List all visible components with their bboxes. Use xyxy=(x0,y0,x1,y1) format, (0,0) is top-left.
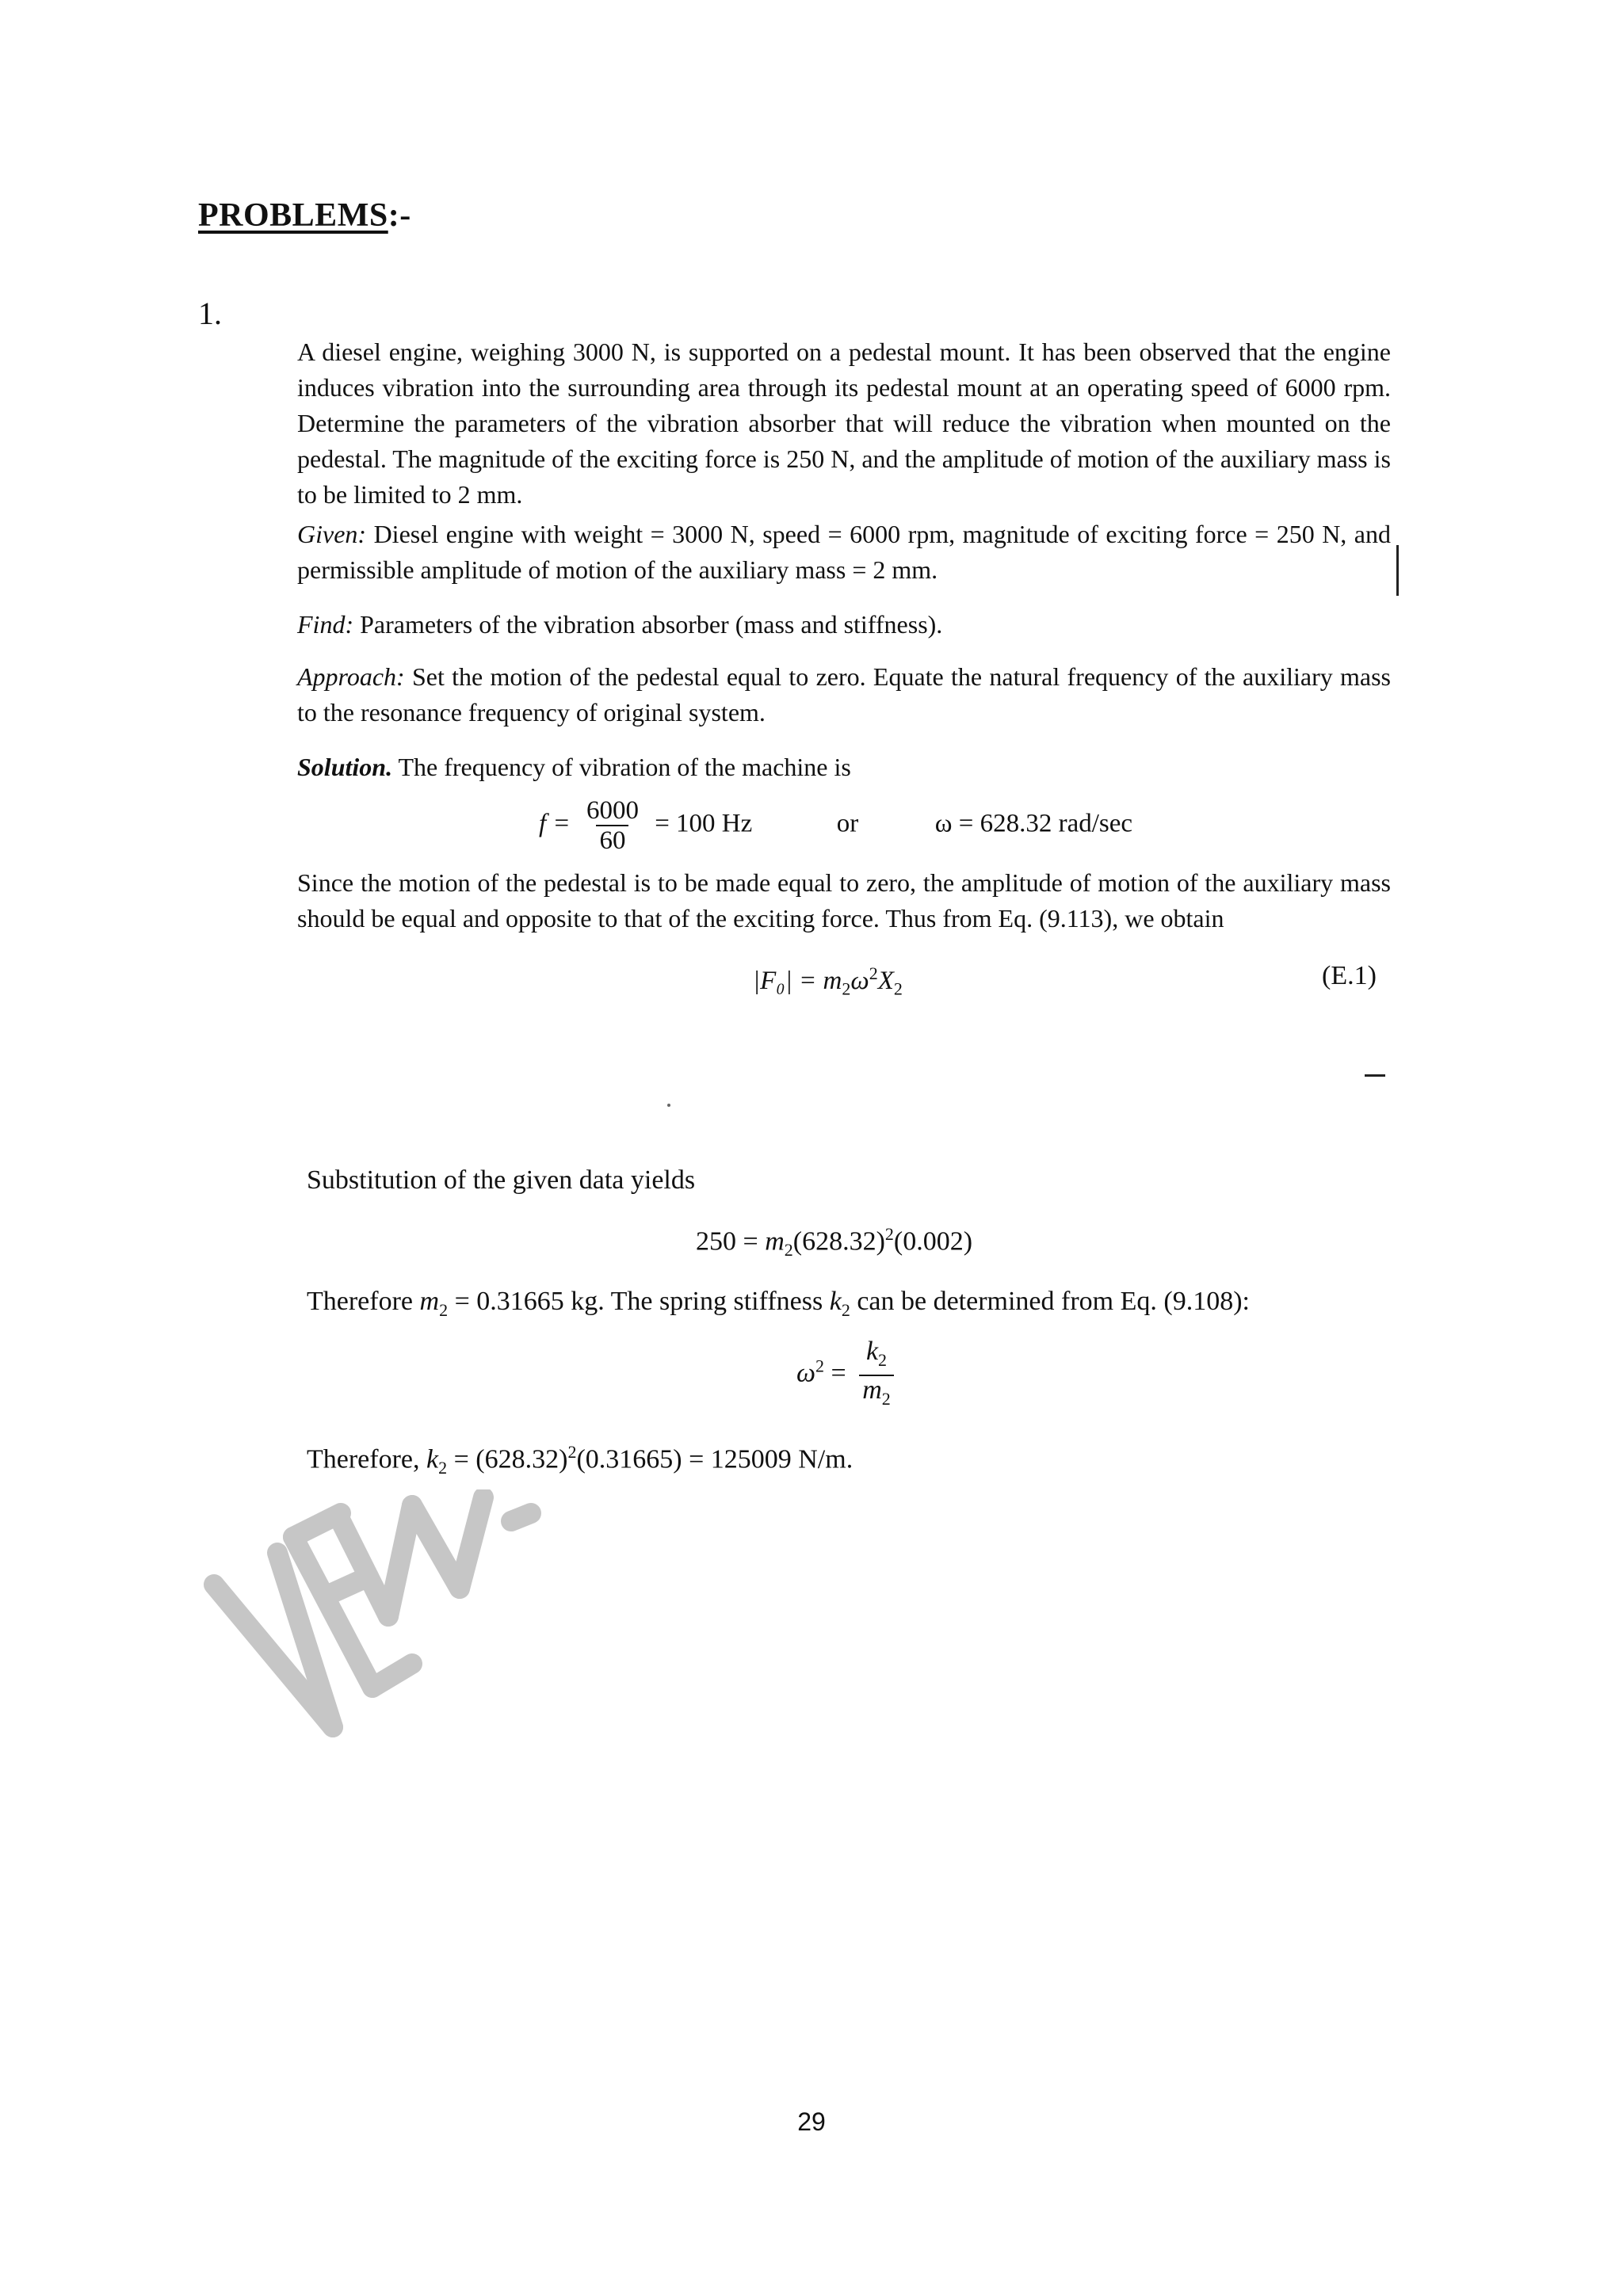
tm-tail: can be determined from Eq. (9.108): xyxy=(850,1287,1250,1316)
scan-dash xyxy=(1365,1074,1385,1077)
tm-post: = 0.31665 kg. The spring stiffness xyxy=(448,1287,830,1316)
freq-or: or xyxy=(836,809,859,838)
om-eq: = xyxy=(824,1358,854,1388)
force-m-sub: 2 xyxy=(842,978,851,999)
tk-k: k xyxy=(426,1444,439,1474)
om-num xyxy=(863,1337,890,1375)
freq-denominator: 60 xyxy=(596,825,628,855)
scan-speck xyxy=(667,1104,670,1107)
tk-pre: Therefore, xyxy=(307,1444,427,1474)
tm-m: m xyxy=(419,1287,440,1316)
force-omega: ω xyxy=(850,967,869,995)
force-lhs: |F₀| = xyxy=(753,967,823,995)
sub-m-sub: 2 xyxy=(784,1240,793,1261)
margin-bar xyxy=(1396,545,1399,596)
given-paragraph xyxy=(297,517,1391,588)
solution-paragraph xyxy=(297,749,1391,785)
freq-fraction xyxy=(583,796,642,855)
problem-number: 1. xyxy=(198,296,222,331)
tm-k: k xyxy=(829,1287,842,1316)
therefore-stiffness xyxy=(307,1434,1416,1486)
force-m: m xyxy=(823,967,842,995)
solution-text: The frequency of vibration of the machine is xyxy=(398,753,851,781)
tm-k-sub: 2 xyxy=(841,1299,850,1320)
force-equation xyxy=(753,963,903,1000)
sub-m: m xyxy=(765,1226,785,1257)
force-x: X xyxy=(877,967,894,995)
watermark xyxy=(198,1489,674,1759)
find-text: Parameters of the vibration absorber (mass and stiffness). xyxy=(360,610,943,639)
approach-paragraph xyxy=(297,659,1391,730)
freq-lhs: f = xyxy=(539,809,571,838)
heading-text: PROBLEMS xyxy=(198,197,388,234)
tk-tail: (0.31665) = 125009 N/m. xyxy=(576,1444,854,1474)
sub-tail: (0.002) xyxy=(893,1226,973,1257)
substitution-text: Substitution of the given data yields xyxy=(307,1165,696,1195)
substitution-equation xyxy=(696,1224,972,1261)
heading-suffix: :- xyxy=(388,197,411,234)
om-lhs-sup: 2 xyxy=(815,1356,825,1376)
omega-equation xyxy=(796,1337,900,1413)
tk-k-sub: 2 xyxy=(438,1458,448,1478)
sub-sup: 2 xyxy=(884,1224,894,1244)
tm-m-sub: 2 xyxy=(439,1299,449,1320)
sub-paren: (628.32) xyxy=(792,1226,885,1257)
om-den-m: m xyxy=(862,1375,882,1405)
since-paragraph: Since the motion of the pedestal is to be made equal to zero, the amplitude of motion of the auxiliary mass should be equal and opposite to that of the exciting force. Thus from Eq. (9.113), we obtain xyxy=(297,868,1391,933)
given-text: Diesel engine with weight = 3000 N, speed = 6000 rpm, magnitude of exciting force = 250 N, and permissible amplitude of motion of the auxiliary mass = 2 mm. xyxy=(297,520,1392,584)
om-lhs: ω xyxy=(796,1358,816,1388)
frequency-equation xyxy=(539,796,1132,855)
problem-statement: A diesel engine, weighing 3000 N, is supported on a pedestal mount. It has been observed that the engine induces vibration into the surrounding area through its pedestal mount at an operating speed of 6000 rpm. Determine the parameters of the vibration absorber that will reduce the vibration when mounted on the pedestal. The magnitude of the exciting force is 250 N, and the amplitude of motion of the auxiliary mass is to be limited to 2 mm. xyxy=(297,338,1391,509)
therefore-mass xyxy=(307,1283,1416,1328)
find-label: Find: xyxy=(297,610,354,639)
om-den xyxy=(859,1375,894,1413)
tm-pre: Therefore xyxy=(307,1287,420,1316)
omega-fraction xyxy=(859,1337,894,1413)
tk-sup: 2 xyxy=(567,1442,577,1462)
page-number: 29 xyxy=(797,2107,826,2136)
force-omega-sup: 2 xyxy=(869,963,878,983)
sub-lhs: 250 = xyxy=(696,1226,766,1257)
om-den-sub: 2 xyxy=(881,1388,891,1409)
section-heading xyxy=(198,196,411,235)
omega-value: ω = 628.32 rad/sec xyxy=(934,809,1133,838)
freq-numerator: 6000 xyxy=(586,796,639,825)
freq-result: = 100 Hz xyxy=(655,809,753,838)
find-paragraph xyxy=(297,607,1391,643)
solution-label: Solution. xyxy=(297,753,393,781)
force-x-sub: 2 xyxy=(893,978,903,999)
equation-label: (E.1) xyxy=(1322,961,1377,990)
tk-mid: = (628.32) xyxy=(447,1444,568,1474)
given-label: Given: xyxy=(297,520,367,548)
approach-label: Approach: xyxy=(297,662,405,691)
om-num-sub: 2 xyxy=(878,1349,888,1370)
approach-text: Set the motion of the pedestal equal to zero. Equate the natural frequency of the auxiliary mass to the resonance frequency of original system. xyxy=(297,662,1392,727)
om-num-k: k xyxy=(865,1337,879,1366)
